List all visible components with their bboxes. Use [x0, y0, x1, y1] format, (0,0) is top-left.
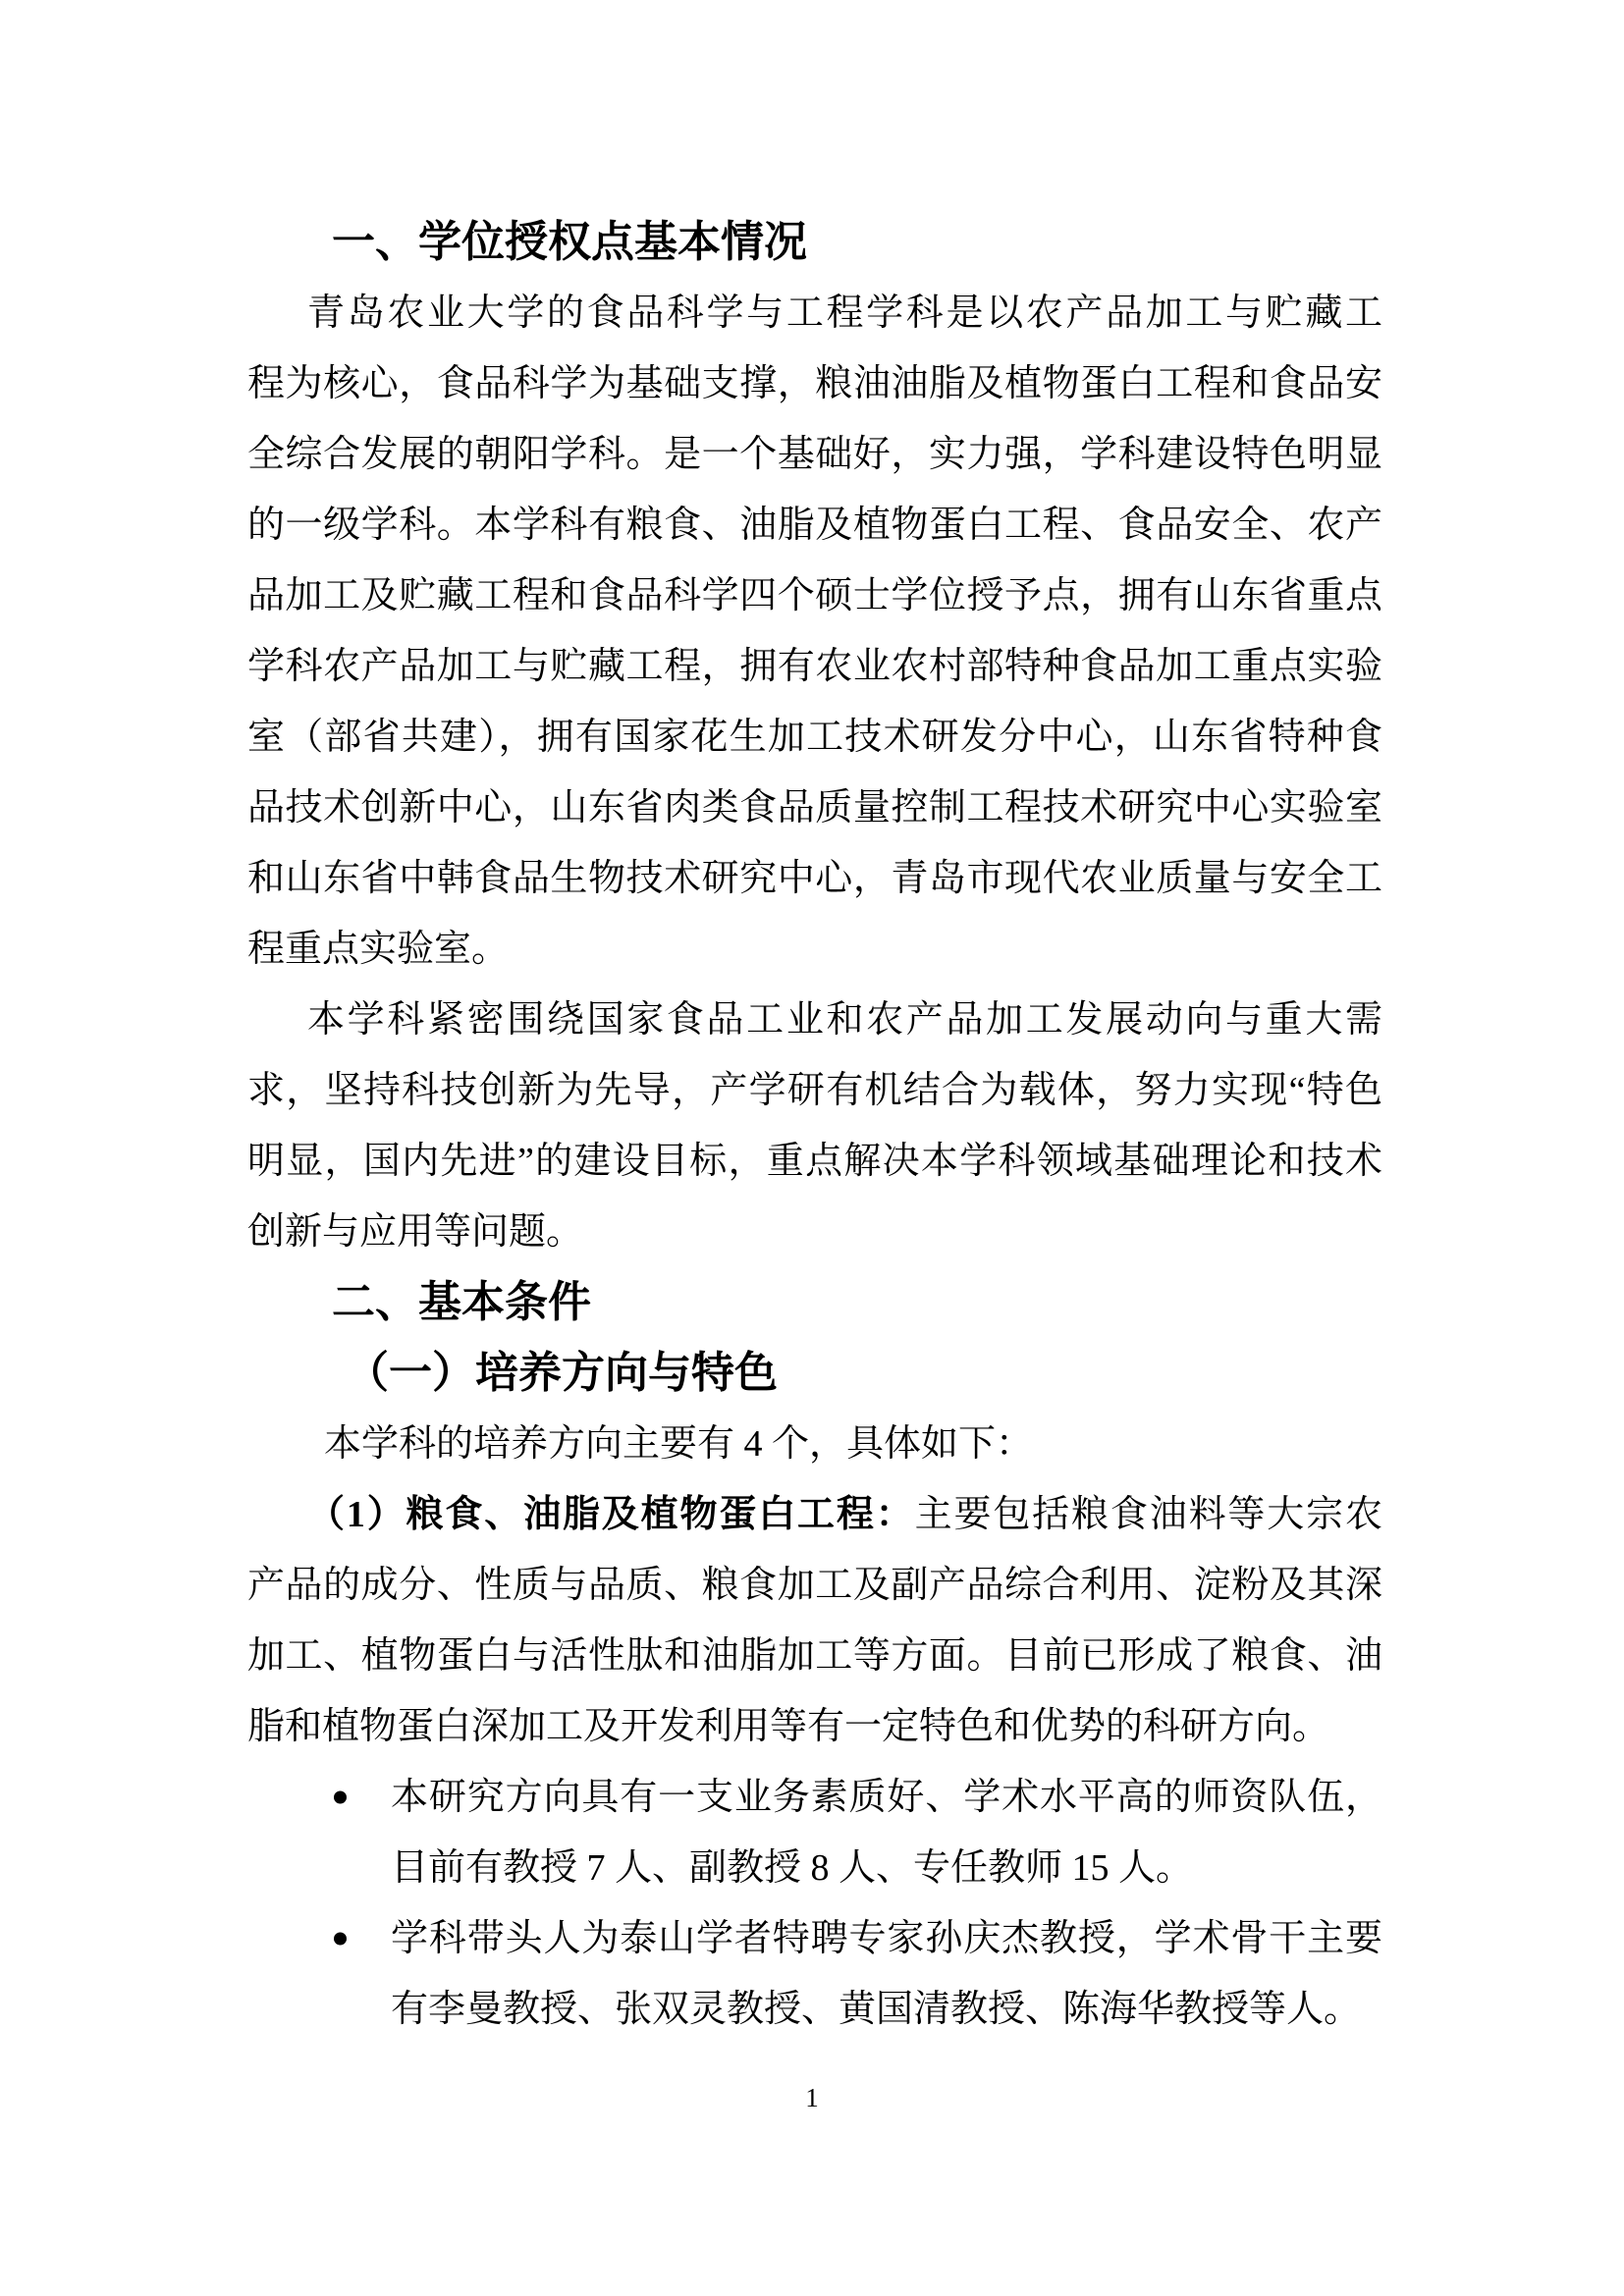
bullet-icon [334, 1933, 347, 1946]
paragraph-1-line: 和山东省中韩食品生物技术研究中心，青岛市现代农业质量与安全工 [247, 858, 1382, 899]
bullet-item-line [247, 1762, 1382, 1833]
paragraph-1-line: 青岛农业大学的食品科学与工程学科是以农产品加工与贮藏工 [307, 293, 1382, 334]
section-heading-2: 二、基本条件 [332, 1278, 591, 1326]
paragraph-1-line: 品加工及贮藏工程和食品科学四个硕士学位授予点，拥有山东省重点 [247, 575, 1382, 616]
paragraph-1-line: 品技术创新中心，山东省肉类食品质量控制工程技术研究中心实验室 [247, 787, 1382, 828]
page-number: 1 [805, 2083, 819, 2112]
paragraph-2-line: 明显，国内先进”的建设目标，重点解决本学科领域基础理论和技术 [247, 1141, 1382, 1182]
paragraph-2-line: 求，坚持科技创新为先导，产学研有机结合为载体，努力实现“特色 [247, 1070, 1382, 1111]
paragraph-2-line: 创新与应用等问题。 [247, 1211, 584, 1253]
direction-1-line: 加工、植物蛋白与活性肽和油脂加工等方面。目前已形成了粮食、油 [247, 1635, 1382, 1677]
paragraph-1-line: 程重点实验室。 [247, 929, 510, 970]
direction-1-line: 脂和植物蛋白深加工及开发利用等有一定特色和优势的科研方向。 [247, 1706, 1330, 1747]
bullet-item-line: 目前有教授 7 人、副教授 8 人、专任教师 15 人。 [391, 1847, 1194, 1889]
document-body [247, 207, 1382, 2045]
bullet-text: 学科带头人为泰山学者特聘专家孙庆杰教授，学术骨干主要 [391, 1918, 1382, 1959]
paragraph-1-line: 的一级学科。本学科有粮食、油脂及植物蛋白工程、食品安全、农产 [247, 505, 1382, 546]
subsection-heading-1: （一）培养方向与特色 [346, 1349, 778, 1397]
paragraph-1-line: 全综合发展的朝阳学科。是一个基础好，实力强，学科建设特色明显 [247, 434, 1382, 475]
bullet-icon [334, 1791, 347, 1804]
paragraph-2-line: 本学科紧密围绕国家食品工业和农产品加工发展动向与重大需 [307, 999, 1382, 1041]
paragraph-1-line: 学科农产品加工与贮藏工程，拥有农业农村部特种食品加工重点实验 [247, 646, 1382, 687]
direction-1-line: 产品的成分、性质与品质、粮食加工及副产品综合利用、淀粉及其深 [247, 1565, 1382, 1606]
direction-1-title: （1）粮食、油脂及植物蛋白工程： [307, 1494, 915, 1535]
bullet-item-line: 有李曼教授、张双灵教授、黄国清教授、陈海华教授等人。 [391, 1989, 1362, 2030]
bullet-text: 本研究方向具有一支业务素质好、学术水平高的师资队伍， [391, 1777, 1382, 1818]
section-heading-1: 一、学位授权点基本情况 [332, 218, 807, 266]
bullet-item-line [247, 1903, 1382, 1974]
paragraph-1-line: 程为核心，食品科学为基础支撑，粮油油脂及植物蛋白工程和食品安 [247, 363, 1382, 404]
direction-1-line [247, 1479, 1382, 1550]
direction-intro-line: 本学科的培养方向主要有 4 个，具体如下： [324, 1423, 1034, 1465]
paragraph-1-line: 室（部省共建），拥有国家花生加工技术研发分中心，山东省特种食 [247, 717, 1382, 758]
direction-1-text: 主要包括粮食油料等大宗农 [914, 1494, 1382, 1535]
